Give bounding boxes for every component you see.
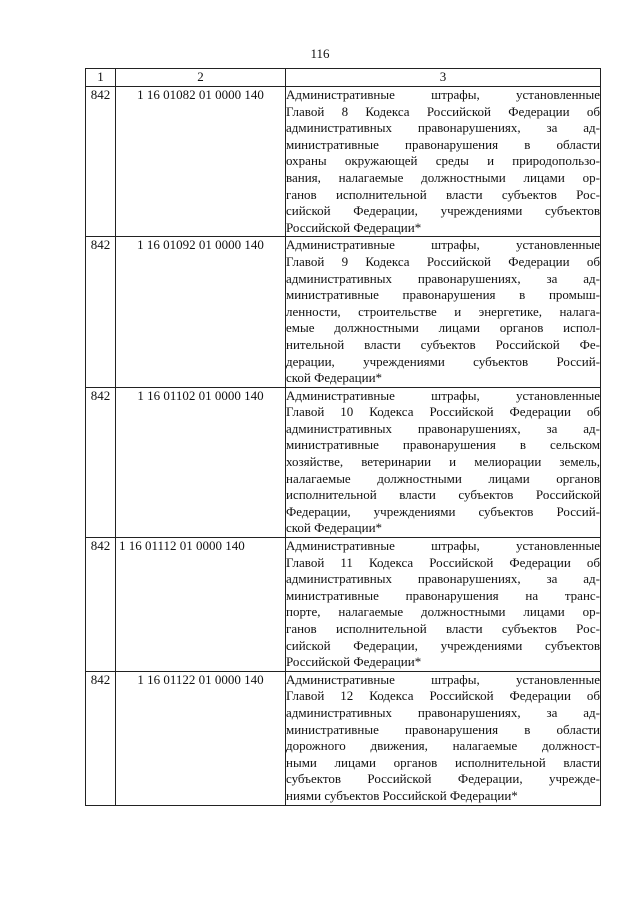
description-line: министративные правонарушения в области — [286, 136, 600, 152]
description-line: министративные правонарушения в промыш- — [286, 287, 600, 303]
revenue-description — [286, 237, 601, 387]
administrator-code: 842 — [86, 538, 116, 672]
table-row — [86, 671, 601, 805]
description-line: субъектов Российской Федерации, учрежде- — [286, 771, 600, 787]
budget-classification-code: 1 16 01102 01 0000 140 — [116, 387, 286, 537]
description-line: Главой 11 Кодекса Российской Федерации об — [286, 554, 600, 570]
administrator-code: 842 — [86, 671, 116, 805]
revenue-description — [286, 87, 601, 237]
description-line: Административные штрафы, установленные — [286, 237, 600, 253]
description-line: Федерации, учреждениями субъектов Россий- — [286, 503, 600, 519]
revenue-description — [286, 387, 601, 537]
administrator-code: 842 — [86, 387, 116, 537]
description-line: налагаемые должностными лицами органов — [286, 470, 600, 486]
description-line: административных правонарушениях, за ад- — [286, 420, 600, 436]
column-header-2: 2 — [116, 69, 286, 87]
description-line: охраны окружающей среды и природопользо- — [286, 153, 600, 169]
description-line: сийской Федерации, учреждениями субъектов — [286, 637, 600, 653]
description-line: сийской Федерации, учреждениями субъектов — [286, 203, 600, 219]
budget-classification-code: 1 16 01082 01 0000 140 — [116, 87, 286, 237]
column-header-3: 3 — [286, 69, 601, 87]
description-line: дорожного движения, налагаемые должност- — [286, 738, 600, 754]
description-line: Административные штрафы, установленные — [286, 87, 600, 102]
column-header-1: 1 — [86, 69, 116, 87]
description-line: дерации, учреждениями субъектов Россий- — [286, 353, 600, 369]
description-line: нительной власти субъектов Российской Фе- — [286, 336, 600, 352]
description-line: емые должностными лицами органов испол- — [286, 320, 600, 336]
description-line: ниями субъектов Российской Федерации* — [286, 787, 518, 803]
description-line: Административные штрафы, установленные — [286, 538, 600, 554]
description-line: Российской Федерации* — [286, 219, 422, 235]
table-header-row — [86, 69, 601, 87]
description-line: административных правонарушениях, за ад- — [286, 571, 600, 587]
budget-classification-table — [85, 68, 601, 806]
page-number: 116 — [310, 46, 330, 61]
description-line: ными лицами органов исполнительной власти — [286, 754, 600, 770]
description-line: министративные правонарушения в сельском — [286, 437, 600, 453]
description-line: исполнительной власти субъектов Российской — [286, 487, 600, 503]
description-line: Административные штрафы, установленные — [286, 671, 600, 687]
description-line: ленности, строительстве и энергетике, налага- — [286, 303, 600, 319]
description-line: Главой 10 Кодекса Российской Федерации об — [286, 404, 600, 420]
description-line: вания, налагаемые должностными лицами ор- — [286, 169, 600, 185]
description-line: министративные правонарушения в области — [286, 721, 600, 737]
description-line: министративные правонарушения на транс- — [286, 587, 600, 603]
table-row — [86, 87, 601, 237]
description-line: хозяйстве, ветеринарии и мелиорации земель, — [286, 454, 600, 470]
description-line: административных правонарушениях, за ад- — [286, 704, 600, 720]
description-line: ской Федерации* — [286, 370, 383, 386]
description-line: ской Федерации* — [286, 520, 383, 536]
description-line: Главой 12 Кодекса Российской Федерации об — [286, 688, 600, 704]
description-line: административных правонарушениях, за ад- — [286, 270, 600, 286]
description-line: ганов исполнительной власти субъектов Рос- — [286, 186, 600, 202]
table-row — [86, 387, 601, 537]
budget-classification-code: 1 16 01112 01 0000 140 — [116, 538, 286, 672]
description-line: Российской Федерации* — [286, 654, 422, 670]
description-line: Главой 9 Кодекса Российской Федерации об — [286, 253, 600, 269]
description-line: ганов исполнительной власти субъектов Рос- — [286, 621, 600, 636]
description-line: административных правонарушениях, за ад- — [286, 120, 600, 136]
table-row — [86, 237, 601, 387]
description-line: Административные штрафы, установленные — [286, 387, 600, 403]
administrator-code: 842 — [86, 87, 116, 237]
description-line: Главой 8 Кодекса Российской Федерации об — [286, 103, 600, 119]
administrator-code: 842 — [86, 237, 116, 387]
description-line: порте, налагаемые должностными лицами ор- — [286, 604, 600, 620]
revenue-description — [286, 671, 601, 805]
table-row — [86, 538, 601, 672]
revenue-description — [286, 538, 601, 672]
budget-classification-code: 1 16 01092 01 0000 140 — [116, 237, 286, 387]
budget-classification-code: 1 16 01122 01 0000 140 — [116, 671, 286, 805]
